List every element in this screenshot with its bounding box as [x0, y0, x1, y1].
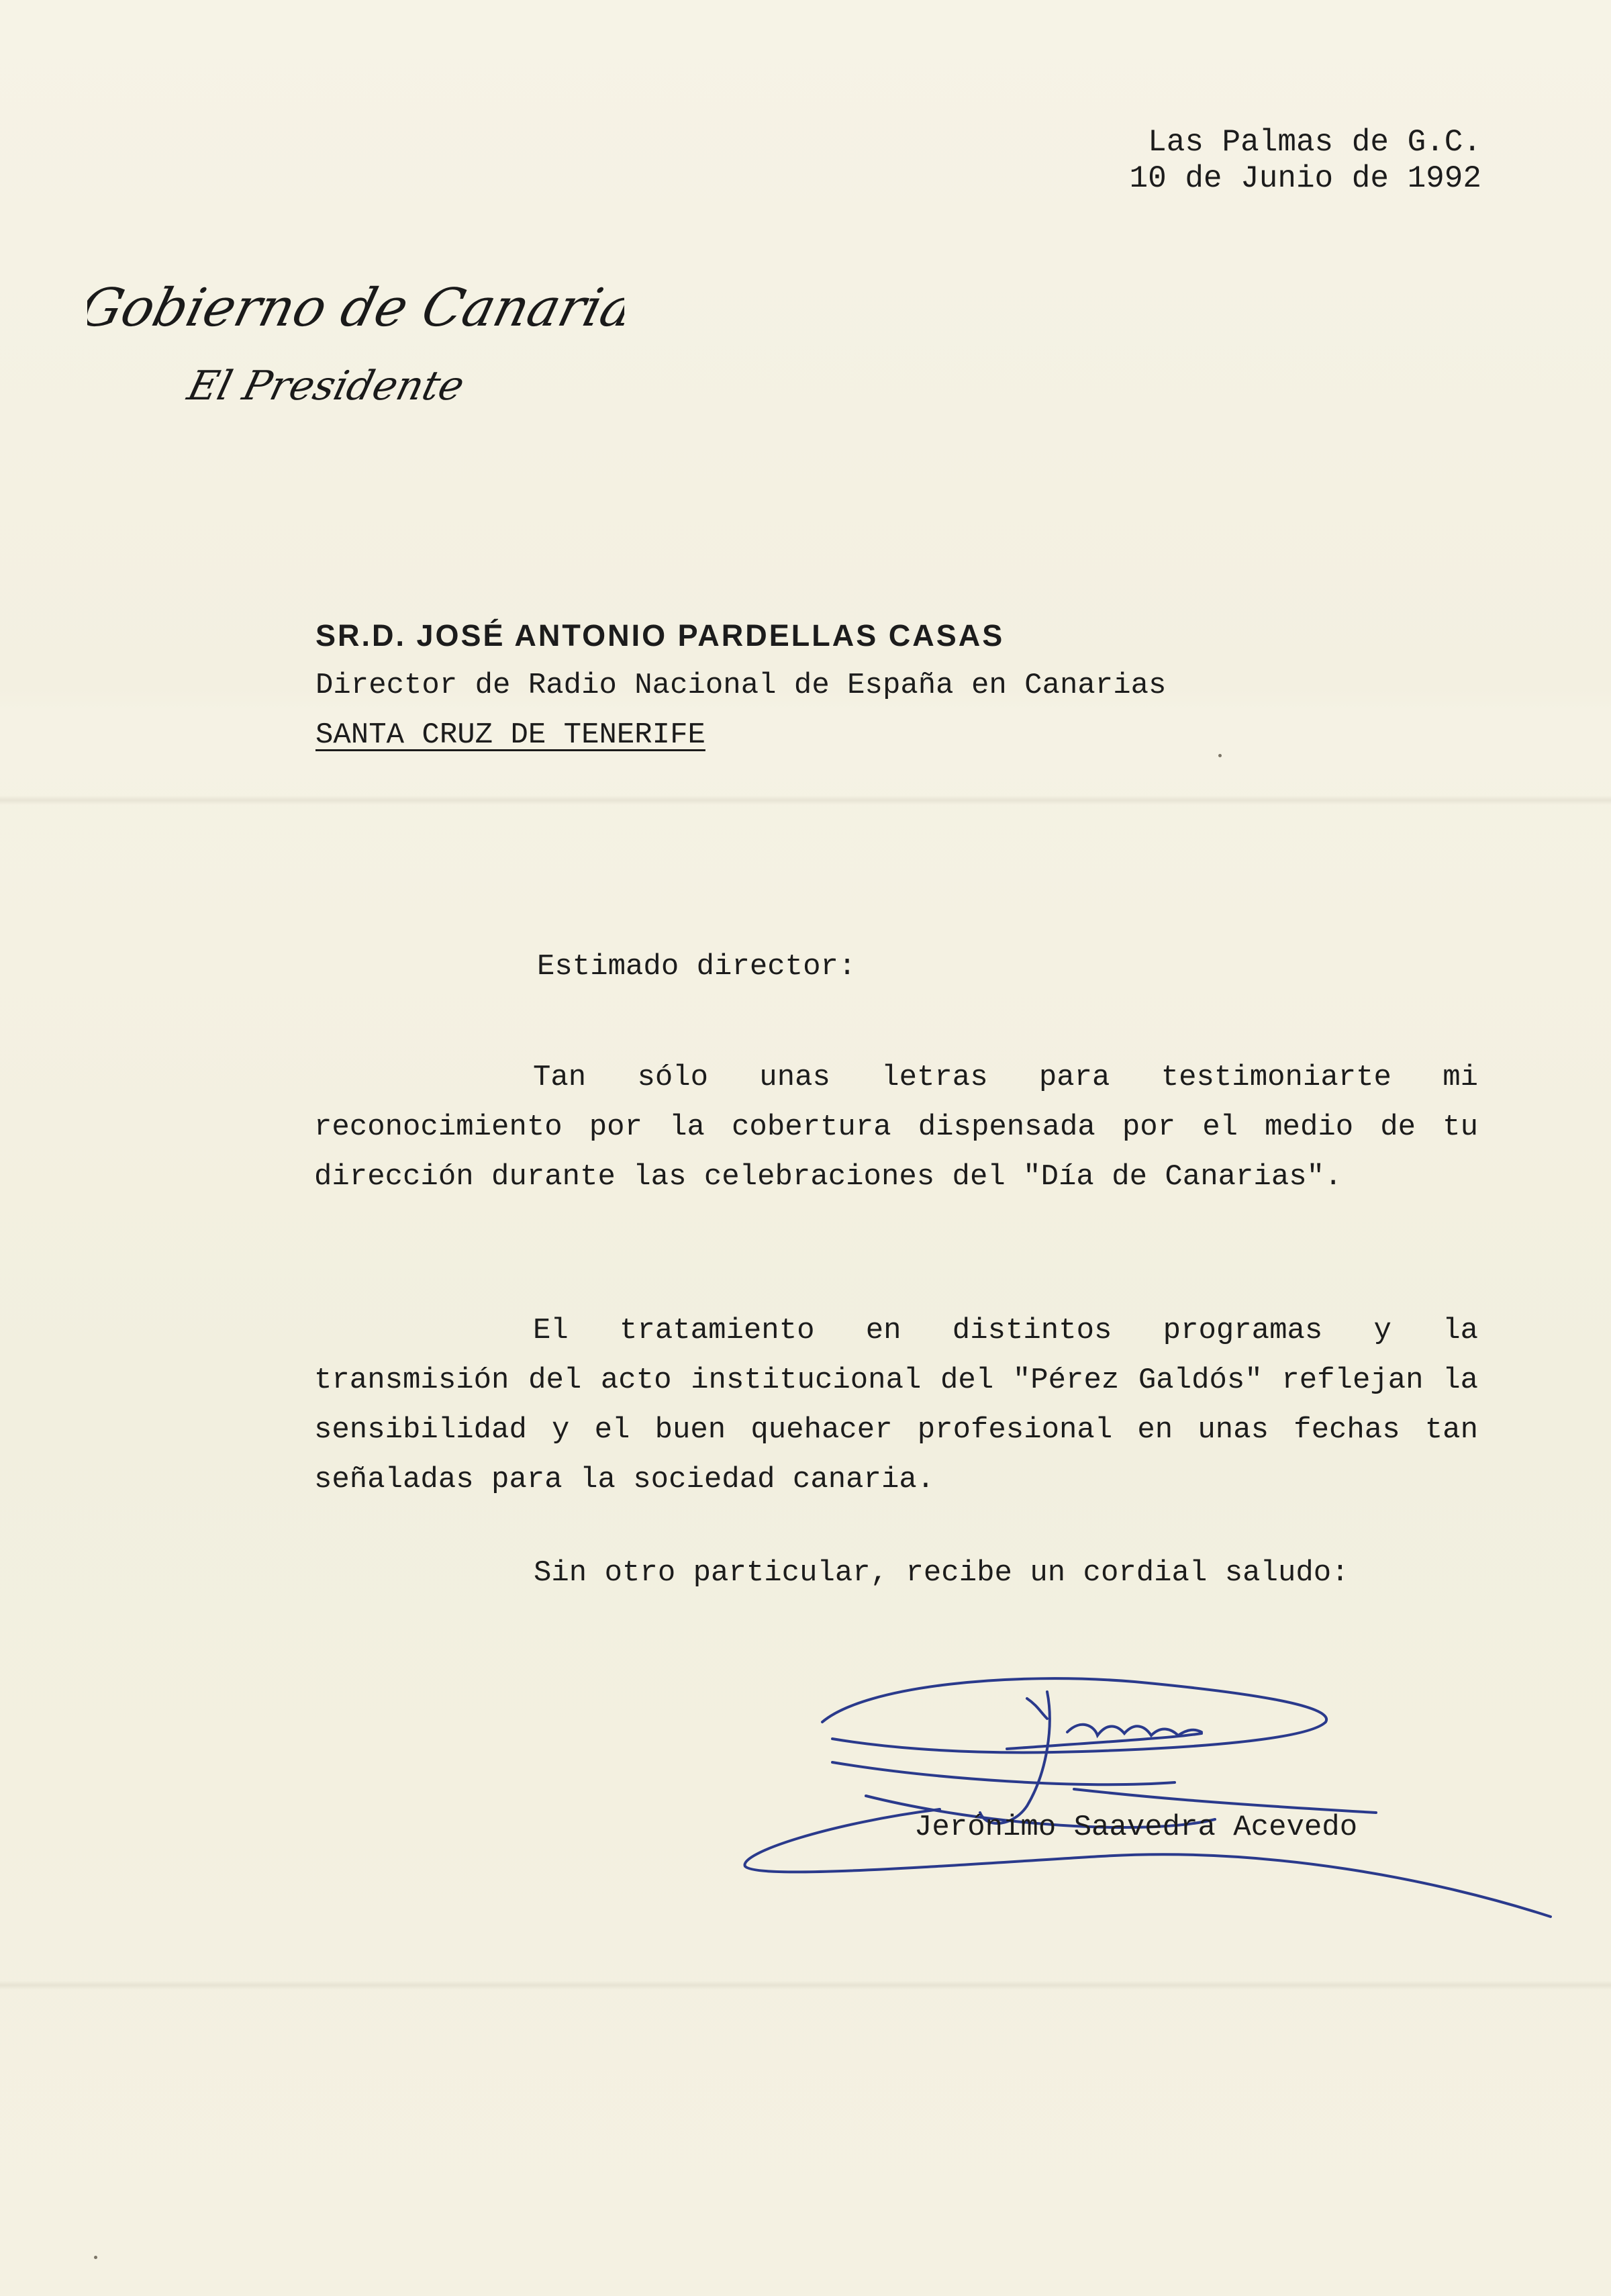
recipient-city: SANTA CRUZ DE TENERIFE: [315, 718, 705, 752]
handwritten-signature: [732, 1645, 1571, 1927]
paper-fold-line: [0, 1980, 1611, 1990]
letterhead-logo: [87, 255, 624, 430]
paper-speck: [94, 2256, 97, 2259]
recipient-name: SR.D. JOSÉ ANTONIO PARDELLAS CASAS: [315, 618, 1005, 653]
date-block: [1130, 124, 1482, 197]
signature-strokes: [732, 1645, 1571, 1927]
recipient-block: [315, 611, 1166, 760]
date-line: 10 de Junio de 1992: [1129, 161, 1481, 196]
paper-speck: [1218, 754, 1222, 757]
signer-name: Jerónimo Saavedra Acevedo: [914, 1811, 1358, 1844]
letterhead-script: [87, 255, 624, 430]
letter-greeting: Estimado director:: [537, 950, 857, 984]
date-place: Las Palmas de G.C.: [1148, 125, 1481, 160]
body-paragraph-1: Tan sólo unas letras para testimoniarte mi reconocimiento por la cobertura dispensada por el medio de tu dirección durante las celebraciones del "Día de Canarias".: [314, 1061, 1478, 1194]
paper-fold-line: [0, 796, 1611, 805]
body-paragraph-2: El tratamiento en distintos programas y la transmisión del acto institucional del "Pérez Galdós" reflejan la sensibilidad y el buen quehacer profesional en unas fechas tan señaladas para la sociedad canaria.: [314, 1314, 1478, 1496]
svg-text:El Presidente: El Presidente: [183, 362, 469, 410]
recipient-title: Director de Radio Nacional de España en Canarias: [315, 669, 1167, 702]
letter-closing: Sin otro particular, recibe un cordial saludo:: [534, 1556, 1349, 1590]
svg-text:Gobierno de Canarias: Gobierno de Canarias: [87, 277, 624, 338]
